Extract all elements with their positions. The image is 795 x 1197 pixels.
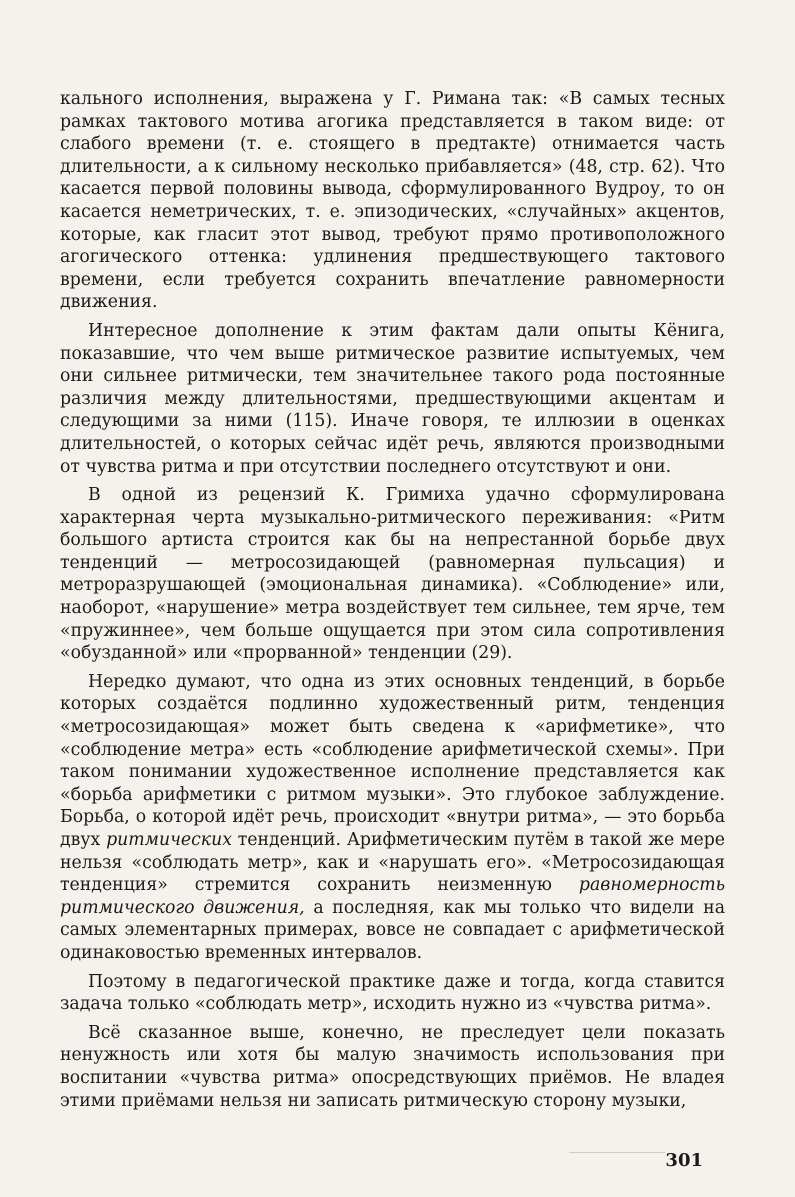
text-run: В одной из рецензий К. Гримиха удачно сформулирована характерная черта музыкально-ритмического переживания: «Ритм большого артиста строится как бы на непрестанной борьбе двух тенденций — метросозидающей (равномерная пульсация) и метроразрушающей (эмоциональная динамика). «Соблюдение» или, наоборот, «нарушение» метра воздействует тем сильнее, тем ярче, тем «пружиннее», чем больше ощущается при этом сила сопротивления «обузданной» или «прорванной» тенденции (29). (60, 485, 725, 664)
paragraph (60, 671, 725, 965)
text-run: кального исполнения, выражена у Г. Римана так: «В самых тесных рамках тактового мотива агогика представляется в таком виде: от слабого времени (т. е. стоящего в предтакте) отнимается часть длительности, а к сильному несколько прибавляется» (48, стр. 62). Что касается первой половины вывода, сформулированного Вудроу, то он касается неметрических, т. е. эпизодических, «случайных» акцентов, которые, как гласит этот вывод, требуют прямо противоположного агогического оттенка: удлинения предшествующего тактового времени, если требуется сохранить впечатление равномерности движения. (60, 89, 725, 313)
text-run: Интересное дополнение к этим фактам дали опыты Кёнига, показавшие, что чем выше ритмическое развитие испытуемых, чем они сильнее ритмически, тем значительнее такого рода постоянные различия между длительностями, предшествующими акцентам и следующими за ними (115). Иначе говоря, те иллюзии в оценках длительностей, о которых сейчас идёт речь, являются производными от чувства ритма и при отсутствии последнего отсутствуют и они. (60, 320, 725, 477)
text-run: а последняя, как мы только что видели на самых элементарных примерах, вовсе не совпадает с арифметической одинаковостью временных интервалов. (60, 897, 725, 963)
paragraph (60, 484, 725, 665)
text-run: Поэтому в педагогической практике даже и тогда, когда ставится задача только «соблюдать метр», исходить нужно из «чувства ритма». (60, 971, 725, 1015)
italic-text-run: ритмических (106, 830, 232, 850)
italic-text-run: равномерность ритмического движения, (60, 875, 725, 918)
paragraph (60, 320, 725, 478)
paragraph (60, 971, 725, 1016)
text-run: Всё сказанное выше, конечно, не преследует цели показать ненужность или хотя бы малую значимость использования при воспитании «чувства ритма» опосредствующих приёмов. Не владея этими приёмами нельзя ни записать ритмическую сторону музыки, (60, 1022, 725, 1111)
footer-smudge-line (569, 1152, 665, 1153)
text-run: Нередко думают, что одна из этих основных тенденций, в борьбе которых создаётся подлинно художественный ритм, тенденция «метросозидающая» может быть сведена к «арифметике», что «соблюдение метра» есть «соблюдение арифметической схемы». При таком понимании художественное исполнение представляется как «борьба арифметики с ритмом музыки». Это глубокое заблуждение. Борьба, о которой идёт речь, происходит «внутри ритма», — это борьба двух (60, 671, 725, 850)
page-number: 301 (665, 1150, 703, 1171)
body-text (60, 88, 725, 1112)
paragraph (60, 1022, 725, 1112)
text-run: тенденций. Арифметическим путём в такой же мере нельзя «соблюдать метр», как и «нарушать его». «Метросозидающая тенденция» стремится сохранить неизменную (60, 830, 725, 896)
paragraph (60, 88, 725, 314)
